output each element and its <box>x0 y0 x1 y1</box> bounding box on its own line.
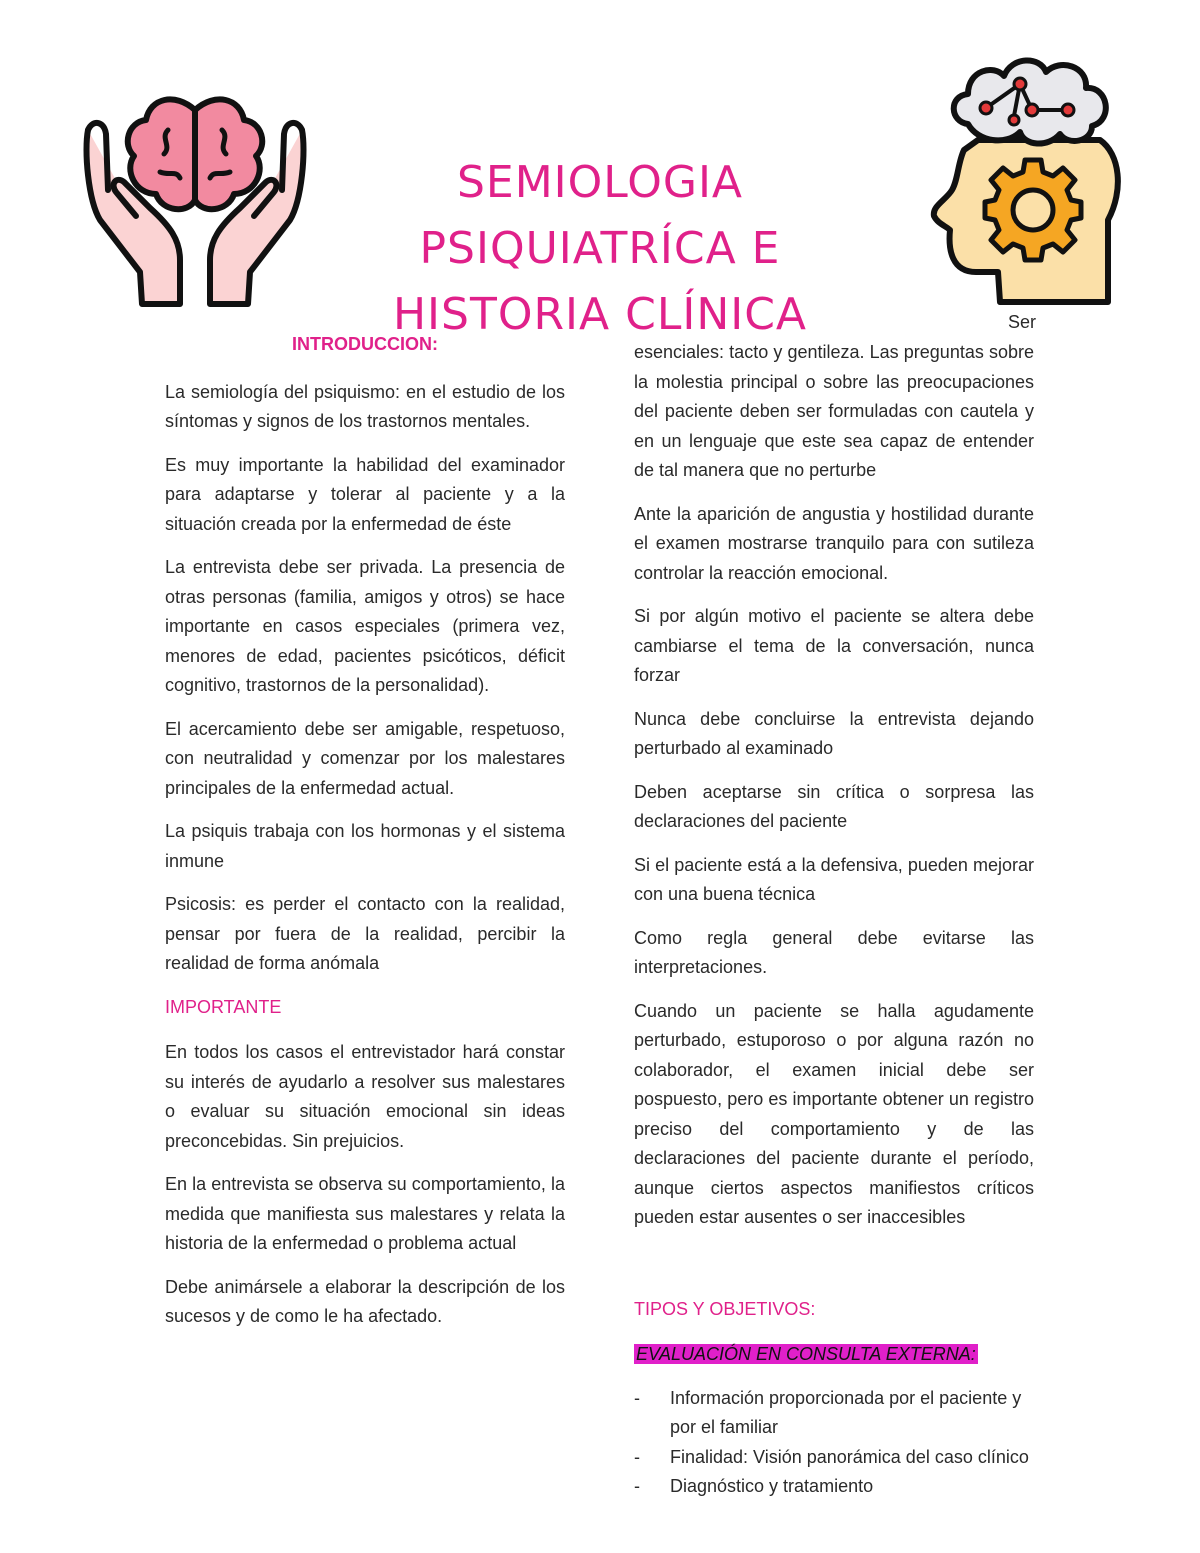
hands-holding-brain-icon <box>80 90 310 308</box>
tipos-objetivos-label: TIPOS Y OBJETIVOS: <box>634 1298 816 1319</box>
head-with-gear-brain-icon <box>928 50 1123 305</box>
paragraph: El acercamiento debe ser amigable, respetuoso, con neutralidad y comenzar por los malestares principales de la enfermedad actual. <box>165 718 565 798</box>
paragraph: La entrevista debe ser privada. La presencia de otras personas (familia, amigos y otros) se hace importante en casos especiales (primera vez, menores de edad, pacientes psicóticos, déficit cognitivo, trastornos de la personalidad). <box>165 557 565 695</box>
paragraph: Debe animársele a elaborar la descripción de los sucesos y de como le ha afectado. <box>165 1276 565 1326</box>
paragraph: En la entrevista se observa su comportamiento, la medida que manifiesta sus malestares y relata la historia de la enfermedad o problema actual <box>165 1174 565 1253</box>
paragraph: Ante la aparición de angustia y hostilidad durante el examen mostrarse tranquilo para con sutileza controlar la reacción emocional. <box>634 503 1034 583</box>
paragraph: La semiología del psiquismo: en el estudio de los síntomas y signos de los trastornos mentales. <box>165 381 565 431</box>
left-column <box>165 330 565 1346</box>
title-line-1: SEMIOLOGIA PSIQUIATRÍCA E <box>419 157 781 274</box>
list-item: - Diagnóstico y tratamiento <box>634 1472 1034 1502</box>
paragraph: Cuando un paciente se halla agudamente perturbado, estuporoso o por alguna razón no colaborador, el examen inicial debe ser pospuesto, pero es importante obtener un registro preciso del comportamiento y de las declaraciones del paciente durante el período, aunque ciertos aspectos manifiestos críticos pueden estar ausentes o ser inaccesibles <box>634 1000 1034 1227</box>
list-item: - Finalidad: Visión panorámica del caso clínico <box>634 1443 1034 1473</box>
right-fragment-text: Ser <box>1008 312 1037 332</box>
paragraph: esenciales: tacto y gentileza. Las preguntas sobre la molestia principal o sobre las preocupaciones del paciente deben ser formuladas con cautela y en un lenguaje que este sea capaz de entender de tal manera que no perturbe <box>634 342 1034 480</box>
list-item: - Información proporcionada por el paciente y por el familiar <box>634 1384 1034 1443</box>
evaluation-highlight-label: EVALUACIÓN EN CONSULTA EXTERNA: <box>636 1344 976 1364</box>
paragraph: En todos los casos el entrevistador hará constar su interés de ayudarlo a resolver sus malestares o evaluar su situación emocional sin ideas preconcebidas. Sin prejuicios. <box>165 1042 565 1151</box>
title-line-2: HISTORIA CLÍNICA <box>392 289 808 340</box>
paragraph: Nunca debe concluirse la entrevista dejando perturbado al examinado <box>634 708 1034 758</box>
paragraph: Es muy importante la habilidad del examinador para adaptarse y tolerar al paciente y a la situación creada por la enfermedad de éste <box>165 454 565 534</box>
page-title <box>320 150 880 348</box>
paragraph: Psicosis: es perder el contacto con la realidad, pensar por fuera de la realidad, percibir la realidad de forma anómala <box>165 894 565 973</box>
intro-heading: INTRODUCCION: <box>292 334 438 354</box>
paragraph: La psiquis trabaja con los hormonas y el sistema inmune <box>165 821 565 871</box>
right-column <box>634 338 1034 1502</box>
paragraph: Si por algún motivo el paciente se altera debe cambiarse el tema de la conversación, nunca forzar <box>634 606 1034 685</box>
paragraph: Como regla general debe evitarse las interpretaciones. <box>634 927 1034 977</box>
paragraph: Si el paciente está a la defensiva, pueden mejorar con una buena técnica <box>634 854 1034 904</box>
evaluation-list <box>634 1384 1034 1502</box>
paragraph: Deben aceptarse sin crítica o sorpresa las declaraciones del paciente <box>634 781 1034 831</box>
important-label: IMPORTANTE <box>165 996 282 1017</box>
